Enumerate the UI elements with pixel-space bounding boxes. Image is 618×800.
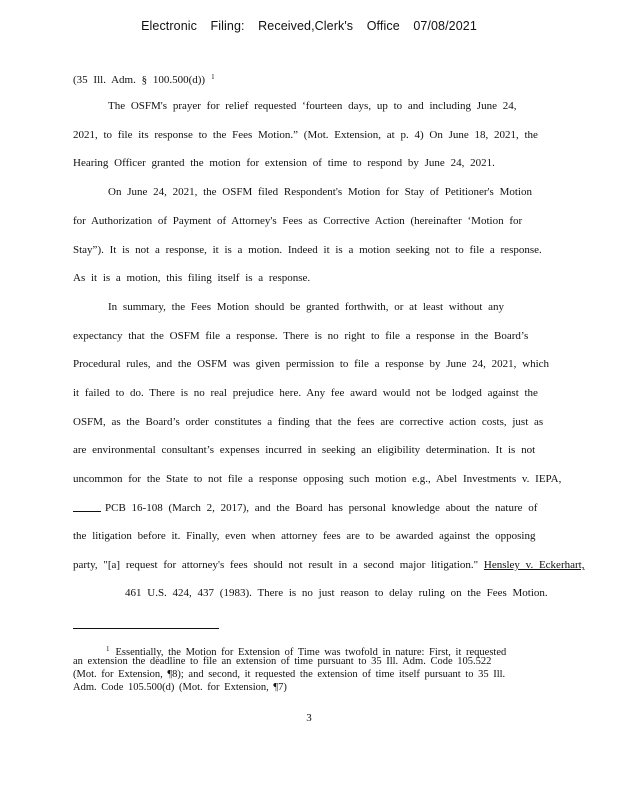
footnote-text: Essentially, the Motion for Extension of Time was twofold in nature: First, it requested	[115, 647, 507, 658]
footnote-separator	[73, 628, 219, 629]
body-line: On June 24, 2021, the OSFM filed Respondent's Motion for Stay of Petitioner's Motion	[108, 186, 532, 198]
body-line: Hearing Officer granted the motion for extension of time to respond by June 24, 2021.	[73, 157, 495, 169]
footnote-ref: 1	[211, 73, 215, 81]
body-line: the litigation before it. Finally, even when attorney fees are to be awarded against the opposing	[73, 530, 536, 542]
body-line	[73, 559, 584, 572]
efiling-header: Electronic Filing: Received,Clerk's Office 07/08/2021	[141, 19, 477, 33]
body-line: The OSFM's prayer for relief requested ‘fourteen days, up to and including June 24,	[108, 100, 517, 112]
body-line: 461 U.S. 424, 437 (1983). There is no just reason to delay ruling on the Fees Motion.	[125, 587, 548, 599]
blank-line	[73, 502, 101, 512]
footnote-line: (Mot. for Extension, ¶8); and second, it requested the extension of time itself pursuant to 35 Ill.	[73, 669, 506, 680]
case-citation: Hensley v. Eckerhart,	[483, 559, 585, 571]
footnote-line: Adm. Code 105.500(d) (Mot. for Extension, ¶7)	[73, 682, 287, 693]
page-number: 3	[306, 712, 312, 724]
body-line-text: party, "[a] request for attorney's fees should not result in a second major litigation."	[73, 559, 479, 571]
body-line: are environmental consultant’s expenses incurred in seeking an eligibility determination. It is not	[73, 444, 536, 456]
body-line: In summary, the Fees Motion should be granted forthwith, or at least without any	[108, 301, 505, 313]
body-line: Procedural rules, and the OSFM was given permission to file a response by June 24, 2021, which	[73, 358, 550, 370]
body-line: expectancy that the OSFM file a response. There is no right to file a response in the Board’s	[73, 330, 529, 342]
body-line-text: PCB 16-108 (March 2, 2017), and the Board has personal knowledge about the nature of	[105, 502, 538, 514]
footnote-marker: 1	[106, 645, 110, 653]
body-line	[73, 502, 537, 515]
body-line: As it is a motion, this filing itself is a response.	[73, 272, 311, 284]
body-line	[73, 71, 215, 87]
body-line: Stay”). It is not a response, it is a motion. Indeed it is a motion seeking not to file a response.	[73, 244, 542, 256]
body-line: for Authorization of Payment of Attorney's Fees as Corrective Action (hereinafter ‘Motion for	[73, 215, 523, 227]
body-line: OSFM, as the Board’s order constitutes a finding that the fees are corrective action costs, just as	[73, 416, 544, 428]
citation-text: (35 Ill. Adm. § 100.500(d))	[73, 74, 206, 86]
body-line: 2021, to file its response to the Fees Motion.” (Mot. Extension, at p. 4) On June 18, 2021, the	[73, 129, 538, 141]
body-line: uncommon for the State to not file a response opposing such motion e.g., Abel Investments v. IEPA,	[73, 473, 562, 485]
footnote-line: an extension the deadline to file an extension of time pursuant to 35 Ill. Adm. Code 105.522	[73, 656, 492, 667]
body-line: it failed to do. There is no real prejudice here. Any fee award would not be lodged against the	[73, 387, 538, 399]
